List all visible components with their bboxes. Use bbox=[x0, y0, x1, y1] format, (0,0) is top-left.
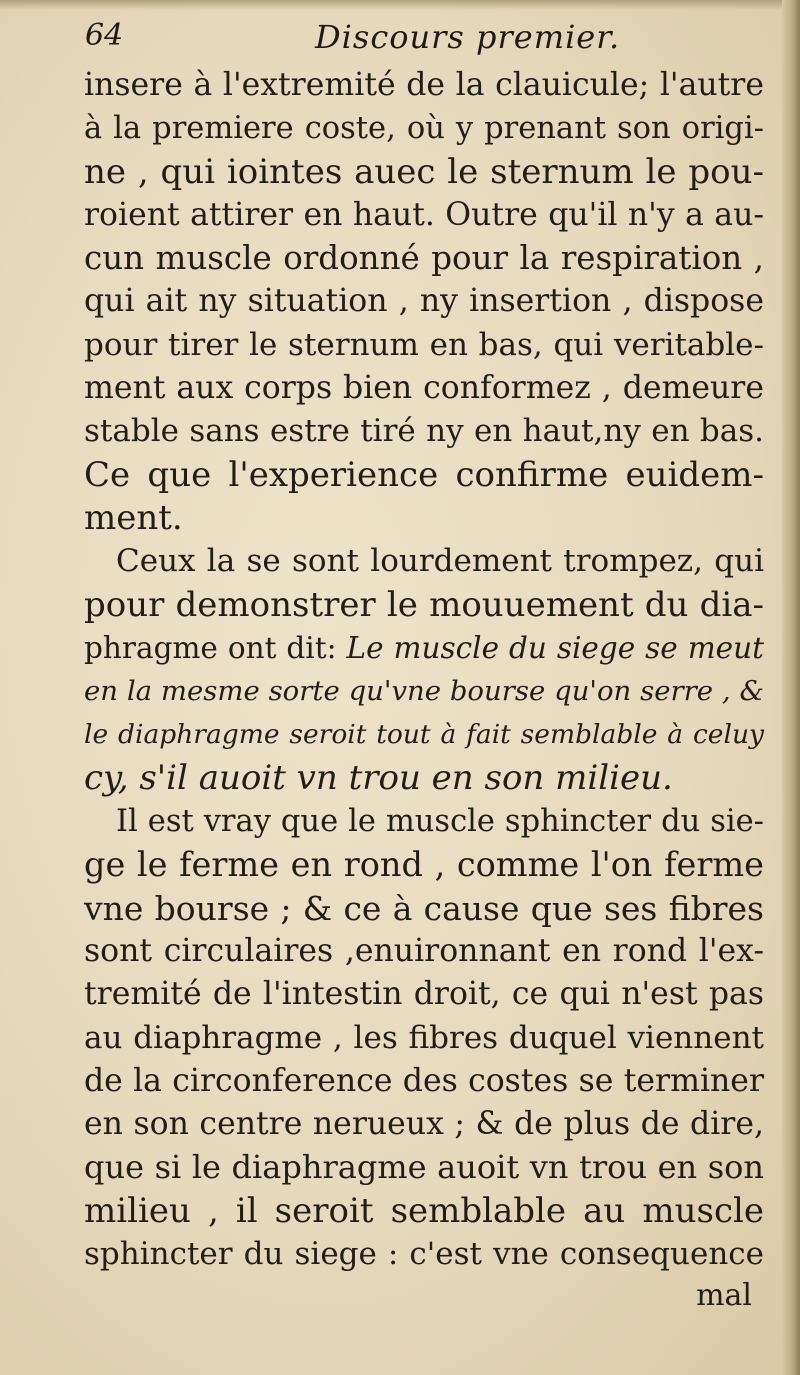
paragraph-start-line: Il est vray que le muscle sphincter du sie- bbox=[116, 804, 764, 840]
paragraph-start-line: Ceux la se sont lourdement trompez, qui bbox=[116, 543, 764, 580]
text-line: Ce que l'experience confirme euidem- bbox=[84, 454, 764, 495]
text-line: ge le ferme en rond , comme l'on ferme bbox=[84, 845, 764, 885]
text-line: vne bourse ; & ce à cause que ses fibres bbox=[84, 888, 764, 928]
text-line: tremité de l'intestin droit, ce qui n'est pas bbox=[84, 976, 764, 1013]
page-top-shadow bbox=[0, 0, 800, 10]
page-binding-edge bbox=[782, 0, 800, 1375]
text-line: pour tirer le sternum en bas, qui veritable- bbox=[84, 326, 764, 363]
text-line: au diaphragme , les fibres duquel viennent bbox=[84, 1019, 764, 1056]
text-line: milieu , il seroit semblable au muscle bbox=[84, 1190, 764, 1231]
italic-quote-line: le diaphragme seroit tout à fait semblable à celuy bbox=[84, 719, 764, 751]
catchword: mal bbox=[696, 1278, 752, 1313]
text-line: ment. bbox=[84, 497, 183, 538]
italic-quote-segment: Le muscle du siege se meut bbox=[346, 630, 764, 665]
body-text bbox=[84, 64, 764, 1276]
text-line: ment aux corps bien conformez , demeure bbox=[84, 370, 764, 407]
text-line: stable sans estre tiré ny en haut,ny en bas. bbox=[84, 413, 764, 450]
text-line: de la circonference des costes se terminer bbox=[84, 1062, 764, 1099]
text-line: pour demonstrer le mouuement du dia- bbox=[84, 584, 764, 625]
italic-quote-line: en la mesme sorte qu'vne bourse qu'on serre , & bbox=[84, 675, 764, 708]
text-line: ne , qui iointes auec le sternum le pou- bbox=[84, 151, 764, 192]
text-line: en son centre nerueux ; & de plus de dire, bbox=[84, 1106, 764, 1143]
italic-quote-line: cy, s'il auoit vn trou en son milieu. bbox=[84, 757, 673, 798]
text-line: à la premiere coste, où y prenant son origi- bbox=[84, 111, 764, 147]
page-header bbox=[85, 14, 765, 64]
text-line: sont circulaires ,enuironnant en rond l'ex- bbox=[84, 932, 764, 969]
text-line: roient attirer en haut. Outre qu'il n'y a au- bbox=[84, 196, 764, 233]
text-line: insere à l'extremité de la clauicule; l'autre bbox=[84, 67, 764, 103]
running-title: Discours premier. bbox=[315, 18, 621, 56]
text-line-mixed bbox=[84, 627, 764, 670]
text-line: cun muscle ordonné pour la respiration , bbox=[84, 239, 764, 278]
text-line: sphincter du siege : c'est vne consequence bbox=[84, 1236, 764, 1273]
page-number: 64 bbox=[85, 18, 124, 53]
text-line: qui ait ny situation , ny insertion , dispose bbox=[84, 283, 764, 320]
text-line: que si le diaphragme auoit vn trou en son bbox=[84, 1148, 764, 1187]
text-segment: phragme ont dit: bbox=[84, 630, 347, 665]
